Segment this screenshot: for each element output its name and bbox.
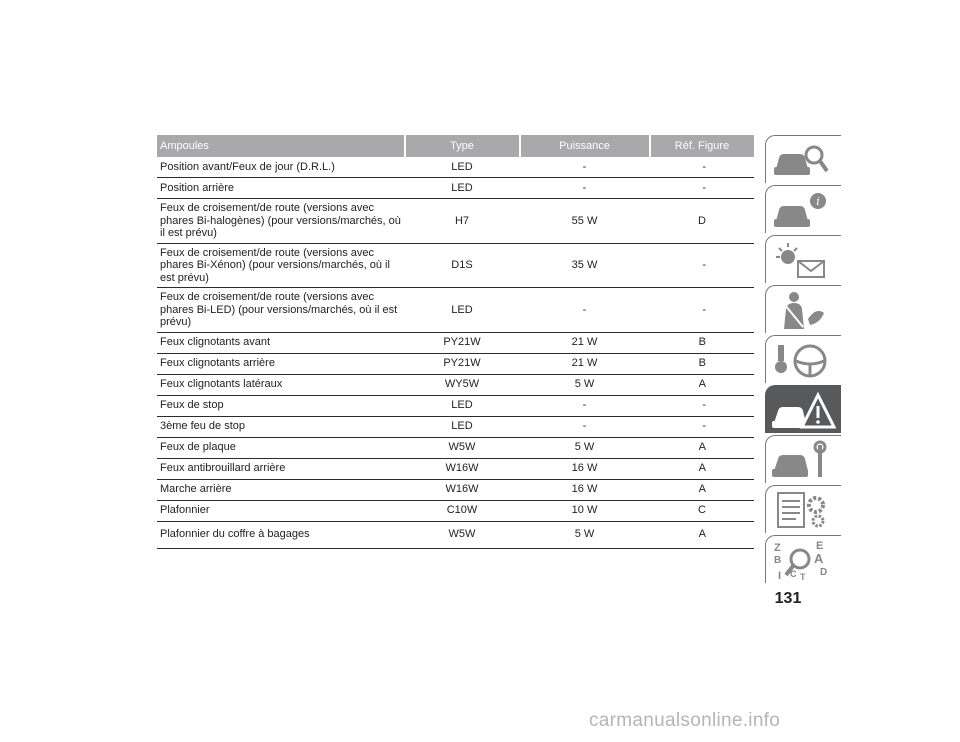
bulb-name: Feux de croisement/de route (versions avec phares Bi-Xénon) (pour versions/marchés, où il est prévu) — [157, 243, 405, 288]
chapter-tabs-sidebar — [765, 135, 841, 585]
table-row — [157, 395, 754, 416]
bulb-type: W16W — [405, 479, 520, 500]
figure-ref: A — [650, 458, 754, 479]
figure-ref: A — [650, 479, 754, 500]
tab-dashboard-info[interactable] — [765, 185, 841, 233]
bulb-power: 10 W — [520, 500, 650, 521]
column-header-ampoules: Ampoules — [157, 135, 405, 157]
tab-warning-lights[interactable] — [765, 235, 841, 283]
bulb-power: 5 W — [520, 521, 650, 548]
bulb-power: 16 W — [520, 479, 650, 500]
table-row — [157, 178, 754, 199]
table-row — [157, 479, 754, 500]
bulb-name: Feux clignotants avant — [157, 332, 405, 353]
bulb-power: 21 W — [520, 332, 650, 353]
tab-safety[interactable] — [765, 285, 841, 333]
figure-ref: - — [650, 243, 754, 288]
table-row — [157, 374, 754, 395]
bulb-power: - — [520, 395, 650, 416]
bulb-type: LED — [405, 416, 520, 437]
figure-ref: - — [650, 288, 754, 333]
bulb-name: Feux de plaque — [157, 437, 405, 458]
bulb-type: H7 — [405, 199, 520, 244]
bulb-power: - — [520, 416, 650, 437]
bulb-name: 3ème feu de stop — [157, 416, 405, 437]
bulb-type: W5W — [405, 437, 520, 458]
bulb-type: W16W — [405, 458, 520, 479]
table-row — [157, 437, 754, 458]
tab-starting-driving[interactable] — [765, 335, 841, 383]
bulb-power: 55 W — [520, 199, 650, 244]
bulb-power: 35 W — [520, 243, 650, 288]
index-letter: I — [778, 570, 782, 581]
car-warning-triangle-icon — [770, 389, 836, 431]
bulb-name: Feux de stop — [157, 395, 405, 416]
bulb-power: 16 W — [520, 458, 650, 479]
page-number: 131 — [774, 590, 802, 607]
figure-ref: A — [650, 521, 754, 548]
bulb-power: - — [520, 288, 650, 333]
figure-ref: B — [650, 332, 754, 353]
index-letter: E — [816, 540, 824, 552]
bulb-type: C10W — [405, 500, 520, 521]
index-letter: Z — [774, 542, 781, 554]
bulb-type: LED — [405, 157, 520, 178]
bulb-name: Position avant/Feux de jour (D.R.L.) — [157, 157, 405, 178]
figure-ref: - — [650, 178, 754, 199]
bulb-type: PY21W — [405, 332, 520, 353]
column-header-puissance: Puissance — [520, 135, 650, 157]
alphabet-index-icon — [770, 539, 836, 581]
figure-ref: A — [650, 437, 754, 458]
bulb-name: Marche arrière — [157, 479, 405, 500]
figure-ref: - — [650, 395, 754, 416]
column-header-ref-figure: Réf. Figure — [650, 135, 754, 157]
table-row — [157, 458, 754, 479]
table-row — [157, 157, 754, 178]
bulb-type: W5W — [405, 521, 520, 548]
bulb-name: Position arrière — [157, 178, 405, 199]
index-letter: A — [814, 551, 824, 566]
svg-text:i: i — [816, 195, 820, 208]
figure-ref: C — [650, 500, 754, 521]
seatbelt-airbag-icon — [770, 289, 836, 331]
bulb-specification-table — [157, 135, 754, 549]
bulb-name: Feux de croisement/de route (versions avec phares Bi-LED) (pour versions/marchés, où il est prévu) — [157, 288, 405, 333]
figure-ref: A — [650, 374, 754, 395]
index-letter: T — [800, 572, 806, 581]
bulb-name: Feux clignotants arrière — [157, 353, 405, 374]
table-row — [157, 288, 754, 333]
bulb-power: 5 W — [520, 437, 650, 458]
index-letter: B — [774, 555, 782, 566]
bulb-type: PY21W — [405, 353, 520, 374]
bulb-power: 5 W — [520, 374, 650, 395]
document-gear-icon — [770, 489, 836, 531]
index-letter: D — [820, 567, 828, 578]
bulb-power: - — [520, 157, 650, 178]
table-row — [157, 500, 754, 521]
tab-in-an-emergency[interactable] — [765, 385, 841, 433]
bulb-power: - — [520, 178, 650, 199]
bulb-type: WY5W — [405, 374, 520, 395]
table-row — [157, 243, 754, 288]
figure-ref: B — [650, 353, 754, 374]
bulb-power: 21 W — [520, 353, 650, 374]
figure-ref: - — [650, 416, 754, 437]
figure-ref: - — [650, 157, 754, 178]
bulb-name: Feux antibrouillard arrière — [157, 458, 405, 479]
bulb-type: LED — [405, 395, 520, 416]
figure-ref: D — [650, 199, 754, 244]
table-header-row — [157, 135, 754, 157]
bulb-type: LED — [405, 288, 520, 333]
table-row — [157, 332, 754, 353]
tab-maintenance-care[interactable] — [765, 435, 841, 483]
table-row — [157, 416, 754, 437]
index-letter: C — [790, 569, 797, 579]
bulb-name: Feux de croisement/de route (versions avec phares Bi-halogènes) (pour versions/marchés, où il est prévu) — [157, 199, 405, 244]
bulb-name: Plafonnier — [157, 500, 405, 521]
car-info-icon — [770, 189, 836, 231]
bulb-type: D1S — [405, 243, 520, 288]
bulb-name: Plafonnier du coffre à bagages — [157, 521, 405, 548]
tab-index[interactable] — [765, 535, 841, 583]
table-row — [157, 521, 754, 548]
table-row — [157, 199, 754, 244]
car-wrench-icon — [770, 439, 836, 481]
tab-knowing-the-car[interactable] — [765, 135, 841, 183]
car-magnifier-icon — [770, 139, 836, 181]
column-header-type: Type — [405, 135, 520, 157]
tab-technical-specifications[interactable] — [765, 485, 841, 533]
bulb-name: Feux clignotants latéraux — [157, 374, 405, 395]
table-row — [157, 353, 754, 374]
warning-light-envelope-icon — [770, 239, 836, 281]
bulb-type: LED — [405, 178, 520, 199]
watermark: carmanualsonline.info — [589, 710, 781, 731]
key-steering-wheel-icon — [770, 339, 836, 381]
